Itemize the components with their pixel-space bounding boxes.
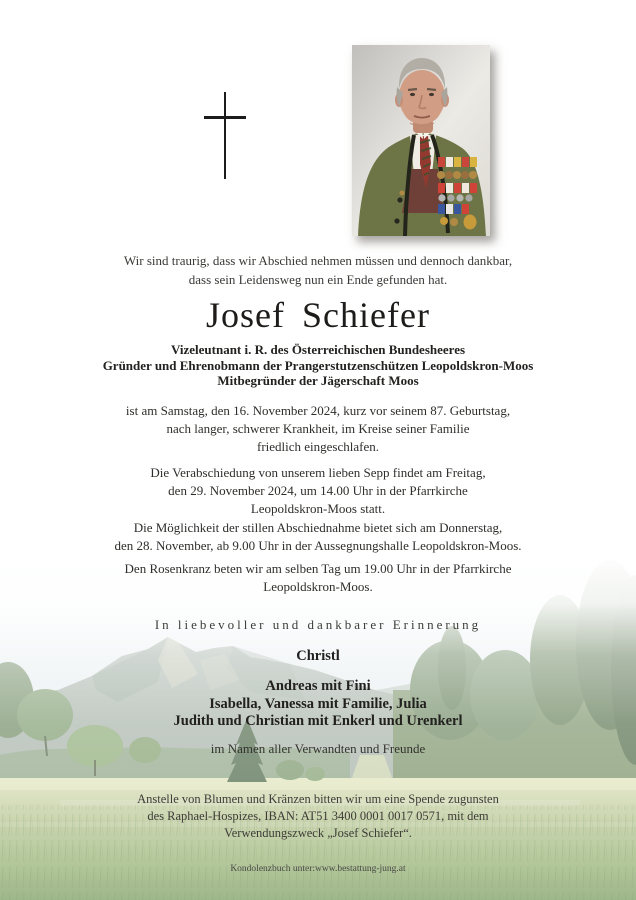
viewing-line-1: Die Möglichkeit der stillen Abschiednahme bietet sich am Donnerstag,	[133, 520, 503, 535]
mourners-closing: im Namen aller Verwandten und Freunde	[210, 741, 426, 756]
passing-line-2: nach langer, schwerer Krankheit, im Kreise seiner Familie	[166, 421, 470, 436]
intro-paragraph	[0, 251, 636, 289]
donation-line-3: Verwendungszweck „Josef Schiefer“.	[224, 826, 412, 840]
farewell-line-1: Die Verabschiedung von unserem lieben Sepp findet am Freitag,	[150, 465, 486, 480]
family-line-3: Judith und Christian mit Enkerl und Urenkerl	[173, 713, 463, 729]
passing-paragraph	[0, 402, 636, 456]
family-line-2: Isabella, Vanessa mit Familie, Julia	[209, 695, 427, 712]
portrait-photo	[352, 45, 490, 236]
title-line-1: Vizeleutnant i. R. des Österreichischen Bundesheeres	[170, 342, 466, 357]
donation-line-1: Anstelle von Blumen und Kränzen bitten wir um eine Spende zugunsten	[137, 792, 499, 806]
rosary-line-1: Den Rosenkranz beten wir am selben Tag um 19.00 Uhr in der Pfarrkirche	[124, 561, 512, 576]
farewell-line-2: den 29. November 2024, um 14.00 Uhr in der Pfarrkirche	[168, 483, 468, 498]
passing-line-1: ist am Samstag, den 16. November 2024, kurz vor seinem 87. Geburtstag,	[125, 403, 511, 418]
mourner-wife: Christl	[296, 648, 340, 664]
rosary-paragraph	[0, 560, 636, 596]
passing-line-3: friedlich eingeschlafen.	[257, 439, 379, 454]
rosary-line-2: Leopoldskron-Moos.	[263, 579, 373, 594]
donation-line-2: des Raphael-Hospizes, IBAN: AT51 3400 0001 0017 0571, mit dem	[147, 809, 489, 823]
title-line-2: Gründer und Ehrenobmann der Prangerstutzenschützen Leopoldskron-Moos	[102, 357, 534, 373]
family-line-1: Andreas mit Fini	[265, 678, 371, 694]
mourner-family-list	[0, 678, 636, 731]
intro-line-2: dass sein Leidensweg nun ein Ende gefunden hat.	[188, 272, 448, 287]
farewell-line-3: Leopoldskron-Moos statt.	[250, 501, 386, 516]
deceased-name: Josef Schiefer	[206, 295, 430, 335]
remembrance-heading: In liebevoller und dankbarer Erinnerung	[154, 617, 482, 632]
condolence-book-note: Kondolenzbuch unter:www.bestattung-jung.at	[230, 864, 406, 874]
intro-line-1: Wir sind traurig, dass wir Abschied nehmen müssen und dennoch dankbar,	[123, 253, 513, 268]
viewing-paragraph	[0, 519, 636, 555]
deceased-titles	[0, 342, 636, 389]
title-line-3: Mitbegründer der Jägerschaft Moos	[217, 373, 419, 388]
donation-paragraph	[0, 791, 636, 842]
farewell-paragraph	[0, 464, 636, 518]
viewing-line-2: den 28. November, ab 9.00 Uhr in der Aussegnungshalle Leopoldskron-Moos.	[114, 538, 522, 553]
